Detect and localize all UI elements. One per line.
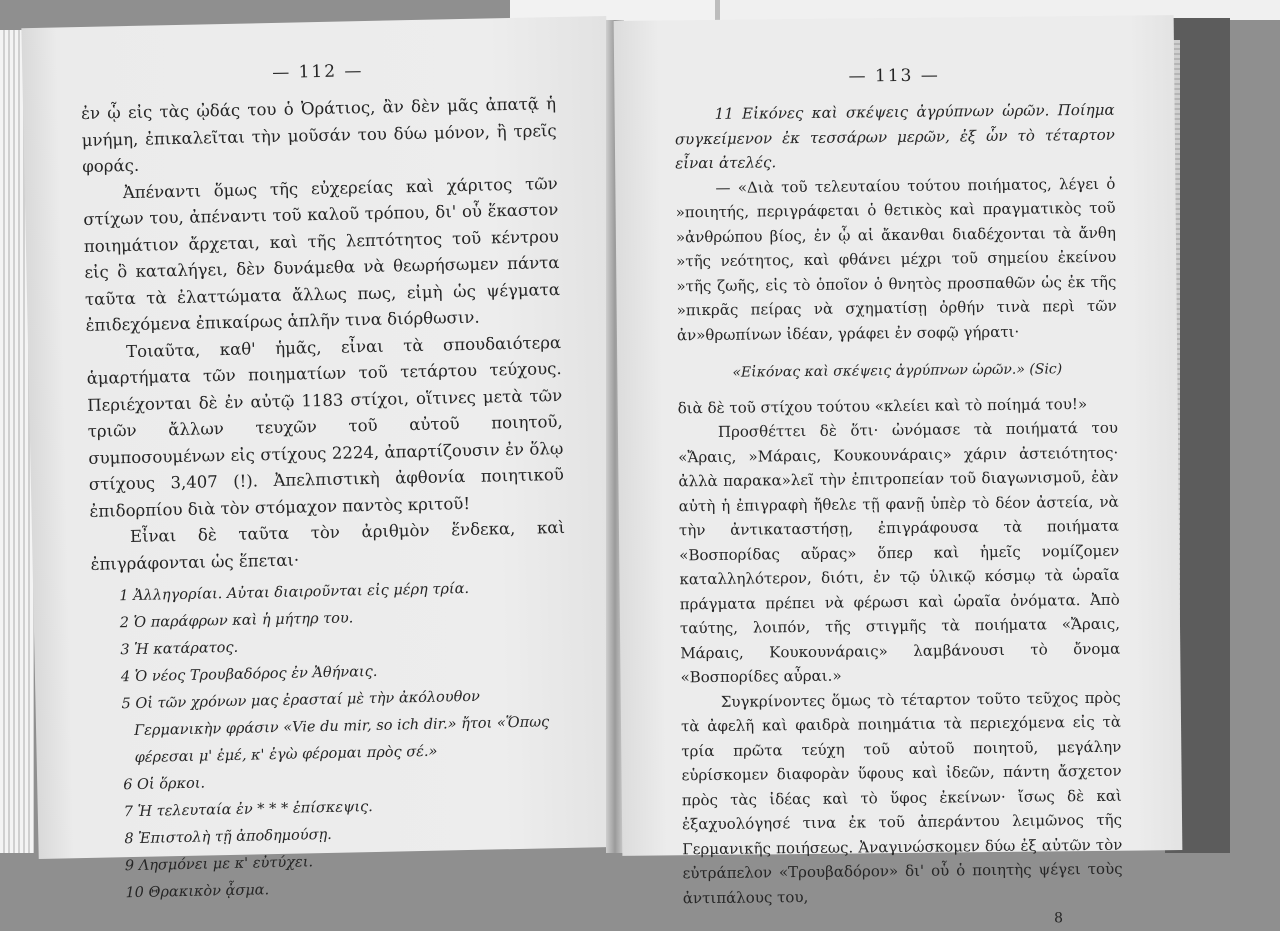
- page-number-right: — 113 —: [848, 65, 940, 87]
- right-page: [614, 15, 1183, 927]
- list-item: 10 Θρακικὸν ᾆσμα.: [125, 882, 270, 902]
- paragraph: διὰ δὲ τοῦ στίχου τούτου «κλείει καὶ τὸ ποίημά του!»: [677, 394, 1088, 417]
- paragraph: Συγκρίνοντες ὅμως τὸ τέταρτον τοῦτο τεῦχος πρὸς τὰ ἀφελῆ καὶ φαιδρὰ ποιημάτια τὰ περιεχόμενα εἰς τὰ τρία πρῶτα τεύχη τοῦ αὐτοῦ ποιητοῦ, μεγάλην εὑρίσκομεν διαφορὰν ὕφους καὶ ἰδεῶν, πάντη ἄσχετον πρὸς τὰς ἰδέας καὶ τὸ ὕφος ἐκείνων· ἴσως δὲ καὶ ἐξαχυολόγησέ τινα ἐκ τοῦ ἀπεράντου λειμῶνος τῆς Γερμανικῆς ποιήσεως. Ἀναγινώσκομεν δύω ἐξ αὐτῶν τὸν εὐτράπελον «Τρουβαδόρον» δι' οὗ ὁ ποιητὴς ψέγει τοὺς ἀντιπάλους του,: [680, 688, 1123, 907]
- left-page: [21, 16, 623, 902]
- list-item: 8 Ἐπιστολὴ τῇ ἀποδημούσῃ.: [124, 826, 333, 848]
- list-item: 1 Ἀλληγορίαι. Αὐται διαιροῦνται εἰς μέρη τρία.: [119, 580, 470, 605]
- left-page-body: [80, 57, 573, 908]
- paragraph: ἐν ᾧ εἰς τὰς ᾠδάς του ὁ Ὀράτιος, ἂν δὲν μᾶς ἀπατᾷ ἡ μνήμη, ἐπικαλεῖται τὴν μοῦσάν του δύω μόνον, ἢ τρεῖς φοράς.: [80, 94, 557, 176]
- paragraph: Τοιαῦτα, καθ' ἡμᾶς, εἶναι τὰ σπουδαιότερα ἁμαρτήματα τῶν ποιηματίων τοῦ τετάρτου τεύχους. Περιέχονται δὲ ἐν αὐτῷ 1183 στίχοι, οἵτινες μετὰ τῶν τριῶν ἄλλων τευχῶν τοῦ αὐτοῦ ποιητοῦ, συμποσουμένων εἰς στίχους 2224, ἀπαρτίζουσιν ἐν ὅλῳ στίχους 3,407 (!). Ἀπελπιστικὴ ἀφθονία ποιητικοῦ ἐπιδορπίου διὰ τὸν στόμαχον παντὸς κριτοῦ!: [86, 332, 565, 521]
- left-page-text: [81, 91, 566, 578]
- list-item: 4 Ὁ νέος Τρουβαδόρος ἐν Ἀθήναις.: [120, 663, 378, 686]
- right-page-body: [674, 64, 1123, 931]
- page-number-left: — 112 —: [272, 61, 364, 83]
- list-item: 3 Ἡ κατάρατος.: [120, 639, 239, 659]
- list-item: 2 Ὁ παράφρων καὶ ἡ μήτηρ του.: [119, 610, 354, 632]
- paragraph: Προσθέττει δὲ ὅτι· ὠνόμασε τὰ ποιήματά του «Ἄραις, »Μάραις, Κουκουνάραις» χάριν ἀστειότητος· ἀλλὰ παρακα»λεῖ τὴν ἐπιτροπείαν τοῦ διαγωνισμοῦ, ἐὰν αὐτὴ ἡ ἐπιγραφὴ ἤθελε τῇ φανῇ ὑπὲρ τὸ δέον ἀστεία, νὰ τὴν ἀντικαταστήσῃ, ἐπιγράφουσα τὰ ποιήματα «Βοσπορίδας αὔρας» ὅπερ καὶ ἡμεῖς νομίζομεν καταλληλότερον, διότι, ἐν τῷ ὑλικῷ κόσμῳ τὰ ὡραῖα πράγματα πρέπει νὰ φέρωσι καὶ ὡραῖα ὀνόματα. Ἀπὸ ταύτης, λοιπόν, τῆς στιγμῆς τὰ ποιήματα «Ἄραις, Μάραις, Κουκουνάραις» λαμβάνουσι τὸ ὄνομα «Βοσπορίδες αὖραι.»: [678, 418, 1121, 687]
- list-item: 9 Λησμόνει με κ' εὐτύχει.: [124, 854, 314, 875]
- paragraph: Εἶναι δὲ ταῦτα τὸν ἀριθμὸν ἕνδεκα, καὶ ἐπιγράφονται ὡς ἕπεται·: [90, 517, 566, 574]
- list-item: 6 Οἱ ὅρκοι.: [123, 775, 206, 794]
- quote-line: «Εἰκόνας καὶ σκέψεις ἀγρύπνων ὡρῶν.» (Sic): [732, 361, 1063, 381]
- paragraph: Ἀπέναντι ὅμως τῆς εὐχερείας καὶ χάριτος τῶν στίχων του, ἀπέναντι τοῦ καλοῦ τρόπου, δι' οὗ ἕκαστον ποιημάτιον ἄρχεται, καὶ τῆς λεπτότητος τοῦ κέντρου εἰς ὃ καταλήγει, δὲν δυνάμεθα νὰ θεωρήσωμεν πάντα ταῦτα τὰ ἐλαττώματα ἄλλως πως, εἰμὴ ὡς ψέγματα ἐπιδεχόμενα ἐπικαίρως ἁπλῆν τινα διόρθωσιν.: [83, 173, 561, 335]
- right-page-text: [674, 98, 1122, 911]
- paragraph: — «Διὰ τοῦ τελευταίου τούτου ποιήματος, λέγει ὁ »ποιητής, περιγράφεται ὁ θετικὸς καὶ πραγματικὸς τοῦ »ἀνθρώπου βίος, ἐν ᾧ αἱ ἄκανθαι διαδέχονται τὰ ἄνθη »τῆς νεότητος, καὶ φθάνει μέχρι τοῦ σημείου ἐκείνου »τῆς ζωῆς, εἰς τὸ ὁποῖον ὁ θνητὸς προσπαθῶν ὡς ἐκ τῆς »πικρᾶς πείρας νὰ σχηματίσῃ ὀρθήν τινὰ περὶ τῶν ἀν»θρωπίνων ἰδέαν, γράφει ἐν σοφῷ γήρατι·: [675, 174, 1117, 344]
- signature-mark: 8: [1054, 910, 1064, 927]
- list-item: 7 Ἡ τελευταία ἐν * * * ἐπίσκεψις.: [123, 799, 373, 821]
- list-item: 5 Οἱ τῶν χρόνων μας ἐρασταί μὲ τὴν ἀκόλουθον Γερμανικὴν φράσιν «Vie du mir, so ich dir.» ἤτοι «Ὅπως φέρεσαι μ' ἐμέ, κ' ἐγὼ φέρομαι πρὸς σέ.»: [121, 688, 550, 767]
- poem-list: [91, 574, 573, 908]
- list-item-11: 11 Εἰκόνες καὶ σκέψεις ἀγρύπνων ὡρῶν. Ποίημα συγκείμενον ἐκ τεσσάρων μερῶν, ἐξ ὧν τὸ τέταρτον εἶναι ἀτελές.: [674, 100, 1115, 173]
